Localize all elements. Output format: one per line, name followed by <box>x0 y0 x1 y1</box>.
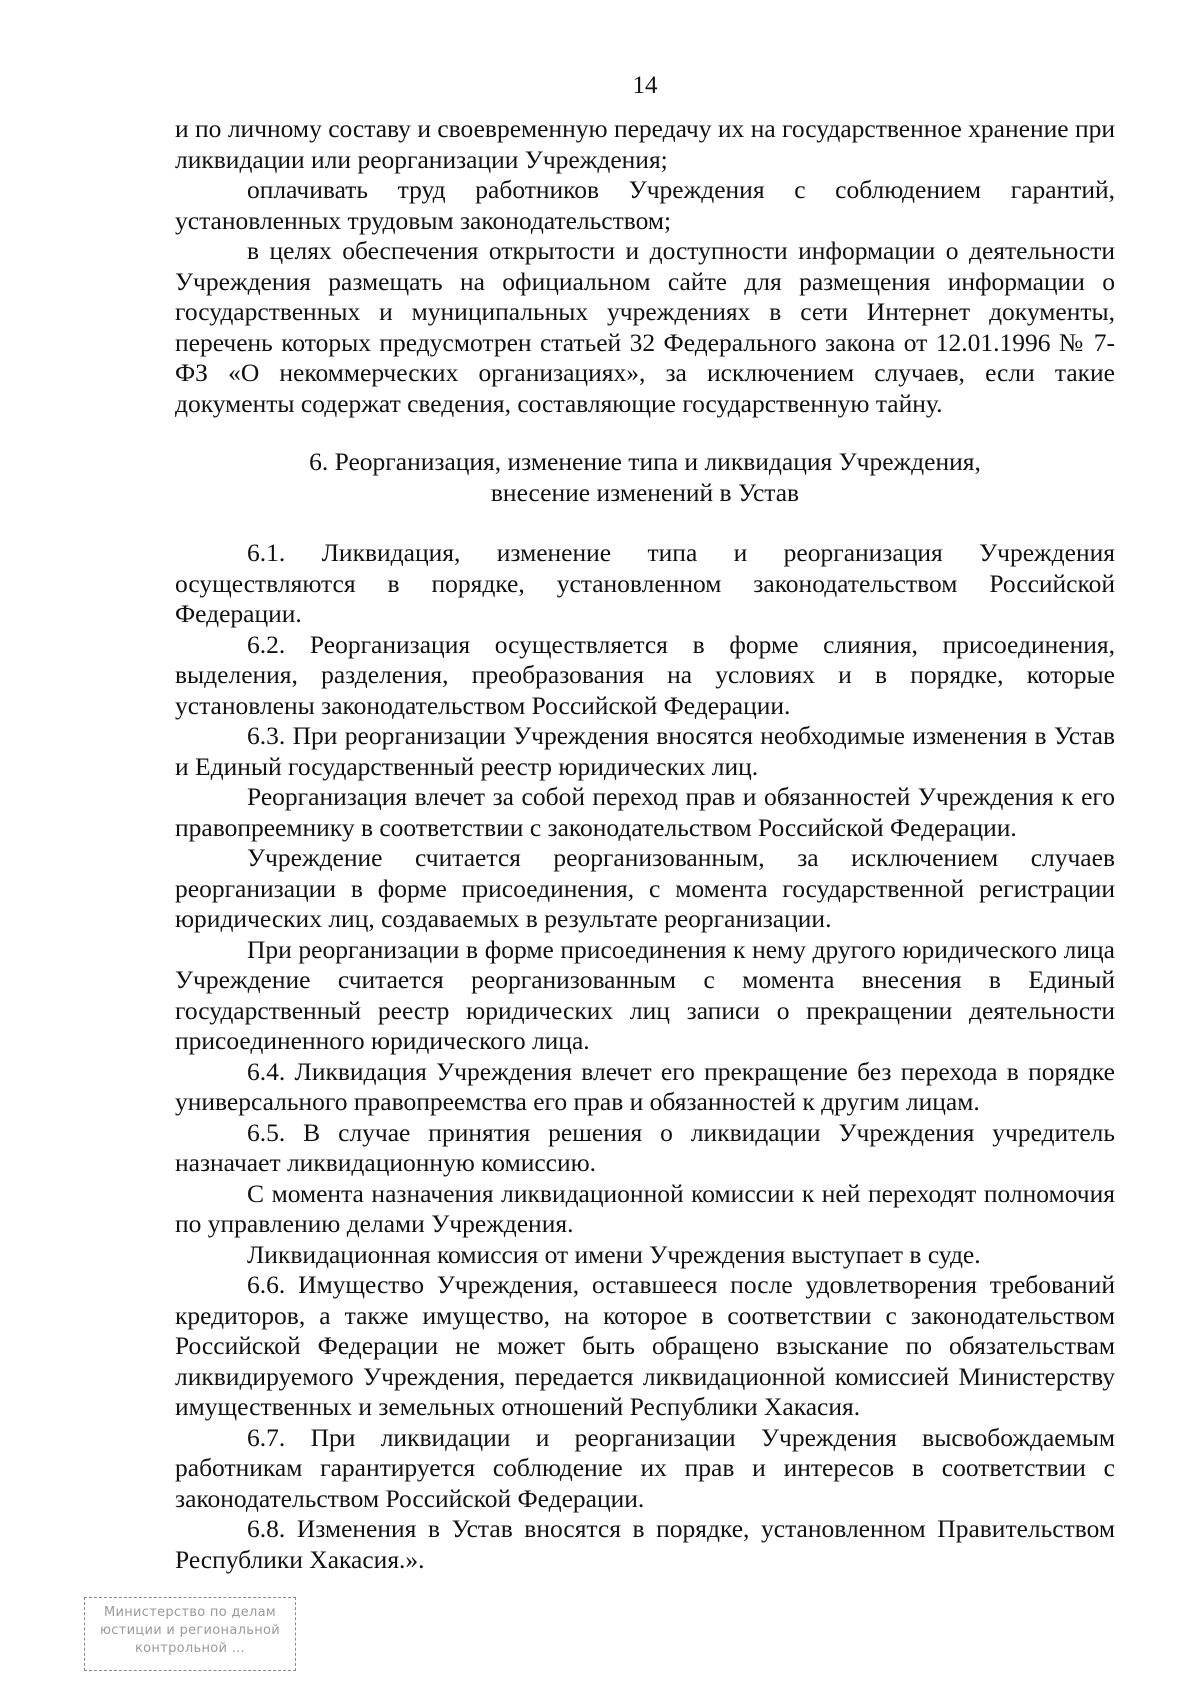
paragraph-6-4: 6.4. Ликвидация Учреждения влечет его прекращение без перехода в порядке универсального правопреемства его прав и обязанностей к другим лицам. <box>175 1056 1115 1116</box>
paragraph: Учреждение считается реорганизованным, за исключением случаев реорганизации в форме присоединения, с момента государственной регистрации юридических лиц, создаваемых в результате реорганизации. <box>175 843 1115 933</box>
paragraph-6-6: 6.6. Имущество Учреждения, оставшееся после удовлетворения требований кредиторов, а также имущество, на которое в соответствии с законодательством Российской Федерации не может быть обращено взыскание по обязательствам ликвидируемого Учреждения, передается ликвидационной комиссией Министерству имущественных и земельных отношений Республики Хакасия. <box>175 1270 1115 1421</box>
paragraph-6-1: 6.1. Ликвидация, изменение типа и реорганизация Учреждения осуществляются в порядке, установленном законодательством Российской Федерации. <box>175 538 1115 628</box>
paragraph: Реорганизация влечет за собой переход прав и обязанностей Учреждения к его правопреемнику в соответствии с законодательством Российской Федерации. <box>175 782 1115 842</box>
paragraph: Ликвидационная комиссия от имени Учреждения выступает в суде. <box>247 1239 981 1269</box>
paragraph: и по личному составу и своевременную передачу их на государственное хранение при ликвидации или реорганизации Учреждения; <box>175 114 1115 174</box>
page-number: 14 <box>632 72 658 99</box>
paragraph-6-2: 6.2. Реорганизация осуществляется в форме слияния, присоединения, выделения, разделения, преобразования на условиях и в порядке, которые установлены законодательством Российской Федерации. <box>175 629 1115 720</box>
paragraph-6-5: 6.5. В случае принятия решения о ликвидации Учреждения учредитель назначает ликвидационную комиссию. <box>175 1117 1115 1177</box>
section-heading-line: 6. Реорганизация, изменение типа и ликвидация Учреждения, <box>309 447 981 476</box>
stamp-line: контрольной ... <box>135 1641 245 1656</box>
section-heading <box>175 447 1115 508</box>
paragraph: оплачивать труд работников Учреждения с соблюдением гарантий, установленных трудовым законодательством; <box>175 175 1115 235</box>
stamp-line: Министерство по делам <box>103 1605 276 1620</box>
paragraph: При реорганизации в форме присоединения к нему другого юридического лица Учреждение считается реорганизованным с момента внесения в Единый государственный реестр юридических лиц записи о прекращении деятельности присоединенного юридического лица. <box>175 934 1115 1055</box>
paragraph: в целях обеспечения открытости и доступности информации о деятельности Учреждения размещать на официальном сайте для размещения информации о государственных и муниципальных учреждениях в сети Интернет документы, перечень которых предусмотрен статьей 32 Федерального закона от 12.01.1996 № 7-ФЗ «О некоммерческих организациях», за исключением случаев, если такие документы содержат сведения, составляющие государственную тайну. <box>175 236 1115 418</box>
registration-stamp <box>84 1597 296 1671</box>
section-heading-line: внесение изменений в Устав <box>490 477 800 507</box>
paragraph-6-8: 6.8. Изменения в Устав вносятся в порядке, установленном Правительством Республики Хакасия.». <box>175 1514 1115 1574</box>
paragraph: С момента назначения ликвидационной комиссии к ней переходят полномочия по управлению делами Учреждения. <box>175 1178 1115 1238</box>
stamp-line: юстиции и региональной <box>100 1623 280 1638</box>
document-body <box>175 114 1115 1575</box>
paragraph-6-3: 6.3. При реорганизации Учреждения вносятся необходимые изменения в Устав и Единый государственный реестр юридических лиц. <box>175 721 1115 781</box>
paragraph-6-7: 6.7. При ликвидации и реорганизации Учреждения высвобождаемым работникам гарантируется соблюдение их прав и интересов в соответствии с законодательством Российской Федерации. <box>175 1422 1115 1513</box>
